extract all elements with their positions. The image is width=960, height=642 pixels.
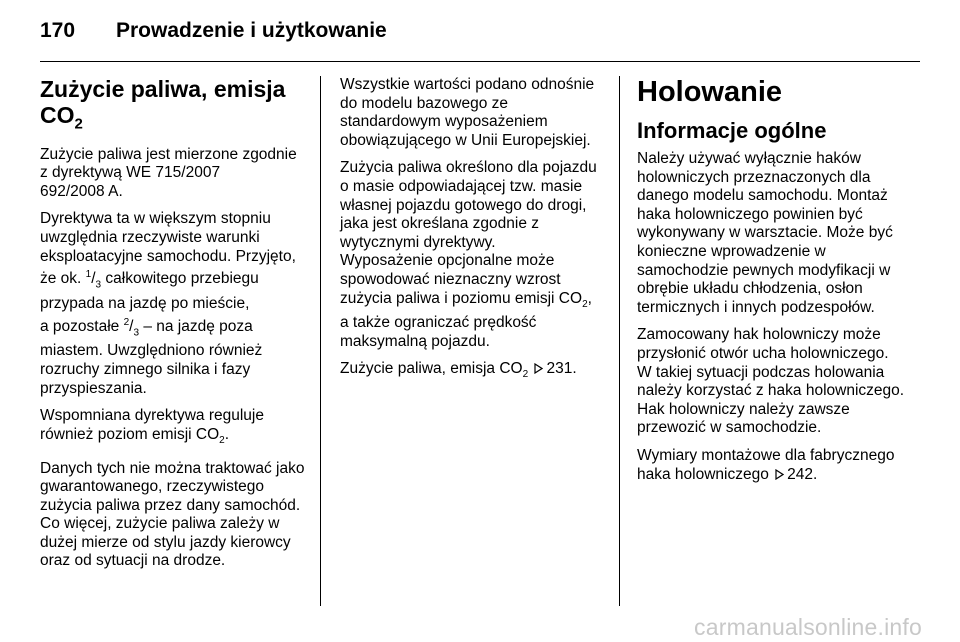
text-span: całkowitego przebiegu przypada na jazdę po mieście, [40,270,259,312]
header-rule [40,61,920,62]
page-header [40,18,920,44]
column-divider [320,76,321,606]
paragraph-emission-regulation [40,407,306,450]
text-span: Wspomniana dyrektywa reguluje również poziom emisji CO [40,407,264,443]
paragraph-tow-hooks: Należy używać wyłącznie haków holowniczych przeznaczonych dla danego modelu samochodu. Montaż haka holowniczego powinien być wykonywany w warsztacie. Może być konieczne wprowadzenie w samochodzie pewnych modyfikacji w obrębie układu chłodzenia, osłon termicznych i innych podzespołów. [637,150,893,316]
section-heading-line1: Zużycie paliwa, emisja [40,76,286,102]
text-span: Dyrektywa ta w większym stopniu uwzględnia rzeczywiste warunki eksploatacyjne samochodu. Przyjęto, że ok. [40,210,296,288]
column-divider [619,76,620,606]
text-span: Wyposażenie opcjonalne może spowodować nieznaczny wzrost zużycia paliwa i poziomu emisji CO [340,252,583,307]
watermark: carmanualsonline.info [694,614,922,640]
page-reference-arrow-icon [775,469,784,480]
fraction-denominator: 3 [133,326,140,338]
text-span: Zużycie paliwa, emisja CO [340,360,523,378]
page-title: Prowadzenie i użytkowanie [116,19,387,42]
paragraph-vehicle-mass: Zużycia paliwa określono dla pojazdu o masie odpowiadającej tzw. masie własnej pojazdu gotowego do drogi, jaka jest określana zgodnie z wytycznymi dyrektywy. [340,159,597,251]
subscript: 2 [219,434,225,446]
section-heading-fuel [40,76,306,138]
text-span: Wymiary montażowe dla fabrycznego haka holowniczego [637,446,895,483]
text-span: , [587,289,592,307]
subheading-general-info: Informacje ogólne [637,118,827,143]
paragraph-cross-reference [340,360,604,385]
paragraph-mounting-dimensions [637,447,905,484]
text-span: miastem. Uwzględniono również rozruchy zimnego silnika i fazy przyspieszania. [40,342,263,397]
fraction-numerator: 2 [123,316,130,328]
fraction-numerator: 1 [85,269,92,281]
paragraph-tow-eye: Zamocowany hak holowniczy może przysłonić otwór ucha holowniczego. W takiej sytuacji podczas holowania należy korzystać z haka holowniczego. Hak holowniczy należy zawsze przewozić w samochodzie. [637,326,905,437]
section-heading-co: CO [40,102,75,128]
page-number: 170 [40,19,76,42]
paragraph-directive-number: 692/2008 A. [40,182,123,200]
paragraph-optional-equipment [340,252,604,351]
fraction-denominator: 3 [95,279,102,291]
paragraph-base-model: Wszystkie wartości podano odnośnie do modelu bazowego ze standardowym wyposażeniem obowiązującego w Unii Europejskiej. [340,76,595,149]
paragraph-disclaimer: Danych tych nie można traktować jako gwarantowanego, rzeczywistego zużycia paliwa przez dany samochód. Co więcej, zużycie paliwa zależy w dużej mierze od stylu jazdy kierowcy oraz od sytuacji na drodze. [40,459,305,570]
paragraph-directive: Zużycie paliwa jest mierzone zgodnie z dyrektywą WE 715/2007 [40,145,297,182]
section-heading-sub: 2 [74,115,83,133]
column-towing [637,76,905,493]
section-heading-towing: Holowanie [637,76,783,108]
page-reference-link[interactable]: 231. [546,360,577,378]
paragraph-driving-conditions: Dyrektywa ta w większym stopniu uwzględnia rzeczywiste warunki eksploatacyjne samochodu. Przyjęto, że ok. $^1/_3$ całkowitego przebiegu przypada na jazdę po mieście, a pozostałe $^2/_3$ – na jazdę poza miastem. Uwzględniono również rozruchy zimnego silnika i fazy przyspieszania. [40,210,296,397]
subscript: 2 [582,298,588,310]
text-span: a pozostałe [40,317,124,335]
text-span: . [224,425,230,443]
page-reference-arrow-icon [534,363,543,374]
column-values-note [340,76,604,394]
subscript: 2 [522,369,529,381]
page-reference-link[interactable]: 242. [787,465,818,483]
text-span: a także ograniczać prędkość maksymalną pojazdu. [340,314,537,350]
column-fuel-consumption [40,76,306,580]
text-span: – na jazdę poza [139,317,253,335]
